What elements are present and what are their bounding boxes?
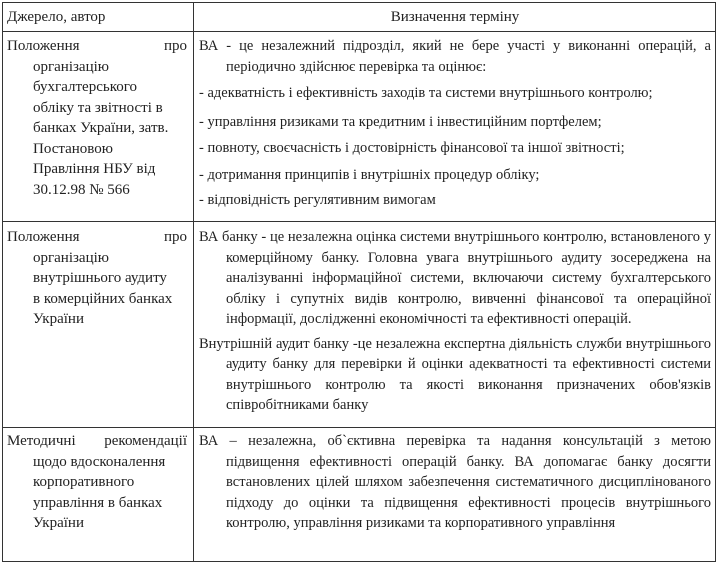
definition-text: ВА банку - це незалежна оцінка системи внутрішнього контролю, встановленого у комерційному банку. Головна увага внутрішнього аудиту зосереджена на аналізуванні інформаційної системи, включаючи систему бухгалтерського обліку і супутніх видів контролю, вивченні фінансової та операційної інформації, дослідженні економічності та ефективності операцій. bbox=[199, 229, 711, 327]
source-line: бухгалтерського bbox=[33, 79, 138, 95]
source-line: внутрішнього аудиту bbox=[33, 270, 167, 286]
source-line: організацію bbox=[33, 58, 109, 75]
definition-bullet: - відповідність регулятивним вимогам bbox=[199, 192, 436, 208]
source-line: Положення про bbox=[7, 229, 187, 245]
source-line: щодо вдосконалення bbox=[33, 453, 166, 470]
definition-bullet: - повноту, своєчасність і достовірність фінансової та іншої звітності; bbox=[199, 140, 625, 156]
source-line: банках України, затв. bbox=[33, 120, 169, 136]
source-line: Правління НБУ від bbox=[33, 161, 156, 177]
row-divider bbox=[3, 221, 715, 222]
definition-bullet: - дотримання принципів і внутрішніх процедур обліку; bbox=[199, 166, 540, 183]
row-divider bbox=[3, 427, 715, 428]
row1-source bbox=[7, 36, 187, 200]
definitions-table bbox=[2, 2, 716, 562]
source-line: в комерційних банках bbox=[33, 290, 173, 307]
source-line: Положення про bbox=[7, 38, 187, 54]
row1-definition bbox=[199, 36, 711, 211]
source-line: України bbox=[33, 311, 84, 327]
definition-bullet: - управління ризиками та кредитним і інвестиційним портфелем; bbox=[199, 113, 602, 130]
definition-bullet: - адекватність і ефективність заходів та системи внутрішнього контролю; bbox=[199, 85, 653, 101]
row3-source bbox=[7, 431, 187, 534]
row2-definition bbox=[199, 227, 711, 416]
header-source: Джерело, автор bbox=[7, 9, 106, 25]
source-line: обліку та звітності в bbox=[33, 99, 163, 116]
column-divider bbox=[193, 3, 194, 561]
header-definition: Визначення терміну bbox=[390, 9, 520, 25]
source-line: корпоративного bbox=[33, 474, 135, 490]
header-divider bbox=[3, 31, 715, 32]
definition-text: ВА – незалежна, об`єктивна перевірка та надання консультацій з метою підвищення ефективності операцій банку. ВА допомагає банку досягти встановлених цілей шляхом забезпечення систематичного дисциплінованого підходу до оцінки та підвищення ефективності процесів внутрішнього контролю, управління ризиками та корпоративного управління bbox=[199, 433, 711, 531]
source-line: 30.12.98 № 566 bbox=[33, 181, 130, 198]
source-line: Постановою bbox=[33, 140, 113, 157]
source-line: Методичні рекомендації bbox=[7, 433, 187, 449]
definition-text: Внутрішній аудит банку -це незалежна експертна діяльність служби внутрішнього аудиту банку для перевірки й оцінки адекватності та ефективності системи внутрішнього контролю та якості виконання призначених обов'язків співробітниками банку bbox=[199, 335, 711, 413]
row3-definition bbox=[199, 431, 711, 534]
row2-source bbox=[7, 227, 187, 330]
source-line: України bbox=[33, 515, 84, 531]
source-line: організацію bbox=[33, 249, 109, 266]
definition-text: ВА - це незалежний підрозділ, який не бере участі у виконанні операцій, а періодично здійснює перевірка та оцінює: bbox=[199, 38, 711, 75]
source-line: управління в банках bbox=[33, 494, 163, 511]
